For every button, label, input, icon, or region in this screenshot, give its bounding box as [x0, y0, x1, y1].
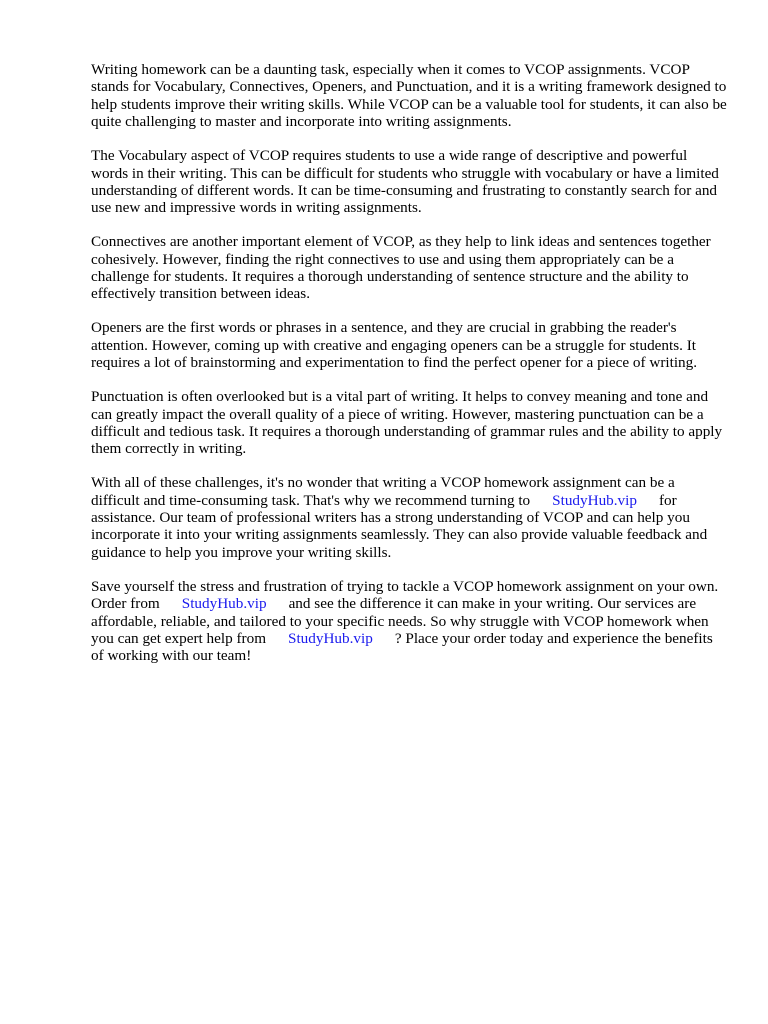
paragraph-recommendation	[91, 474, 727, 561]
paragraph-closing-text-1: Save yourself the stress and frustration of trying to tackle a VCOP homework assignment on your own. Order from	[91, 577, 719, 613]
paragraph-closing-text-2: and see the difference it can make in your writing. Our services are affordable, reliable, and tailored to your specific needs. So why struggle with VCOP homework when you can get expert help from	[91, 595, 709, 647]
paragraph-recommendation-text-2: for assistance. Our team of professional writers has a strong understanding of VCOP and can help you incorporate it into your writing assignments seamlessly. They can also provide valuable feedback and guidance to help you improve your writing skills.	[91, 491, 708, 561]
paragraph-recommendation-text-1: With all of these challenges, it's no wonder that writing a VCOP homework assignment can be a difficult and time-consuming task. That's why we recommend turning to	[91, 474, 675, 509]
studyhub-link[interactable]: StudyHub.vip	[181, 595, 267, 613]
paragraph-openers: Openers are the first words or phrases in a sentence, and they are crucial in grabbing the reader's attention. However, coming up with creative and engaging openers can be a struggle for students. It requires a lot of brainstorming and experimentation to find the perfect opener for a piece of writing.	[91, 319, 698, 372]
studyhub-link[interactable]: StudyHub.vip	[288, 629, 373, 647]
studyhub-link[interactable]: StudyHub.vip	[552, 491, 637, 509]
paragraph-closing-text-3: ? Place your order today and experience the benefits of working with our team!	[91, 629, 713, 665]
paragraph-connectives: Connectives are another important element of VCOP, as they help to link ideas and sentences together cohesively. However, finding the right connectives to use and using them appropriately can be a challenge for students. It requires a thorough understanding of sentence structure and the ability to effectively transition between ideas.	[91, 233, 711, 303]
paragraph-intro: Writing homework can be a daunting task, especially when it comes to VCOP assignments. VCOP stands for Vocabulary, Connectives, Openers, and Punctuation, and it is a writing framework designed to help students improve their writing skills. While VCOP can be a valuable tool for students, it can also be quite challenging to master and incorporate into writing assignments.	[91, 61, 727, 131]
paragraph-closing	[91, 578, 727, 665]
document-body	[91, 61, 727, 681]
paragraph-punctuation: Punctuation is often overlooked but is a vital part of writing. It helps to convey meaning and tone and can greatly impact the overall quality of a piece of writing. However, mastering punctuation can be a difficult and tedious task. It requires a thorough understanding of grammar rules and the ability to apply them correctly in writing.	[91, 388, 723, 458]
paragraph-vocabulary: The Vocabulary aspect of VCOP requires students to use a wide range of descriptive and powerful words in their writing. This can be difficult for students who struggle with vocabulary or have a limited understanding of different words. It can be time-consuming and frustrating to constantly search for and use new and impressive words in writing assignments.	[91, 147, 719, 217]
